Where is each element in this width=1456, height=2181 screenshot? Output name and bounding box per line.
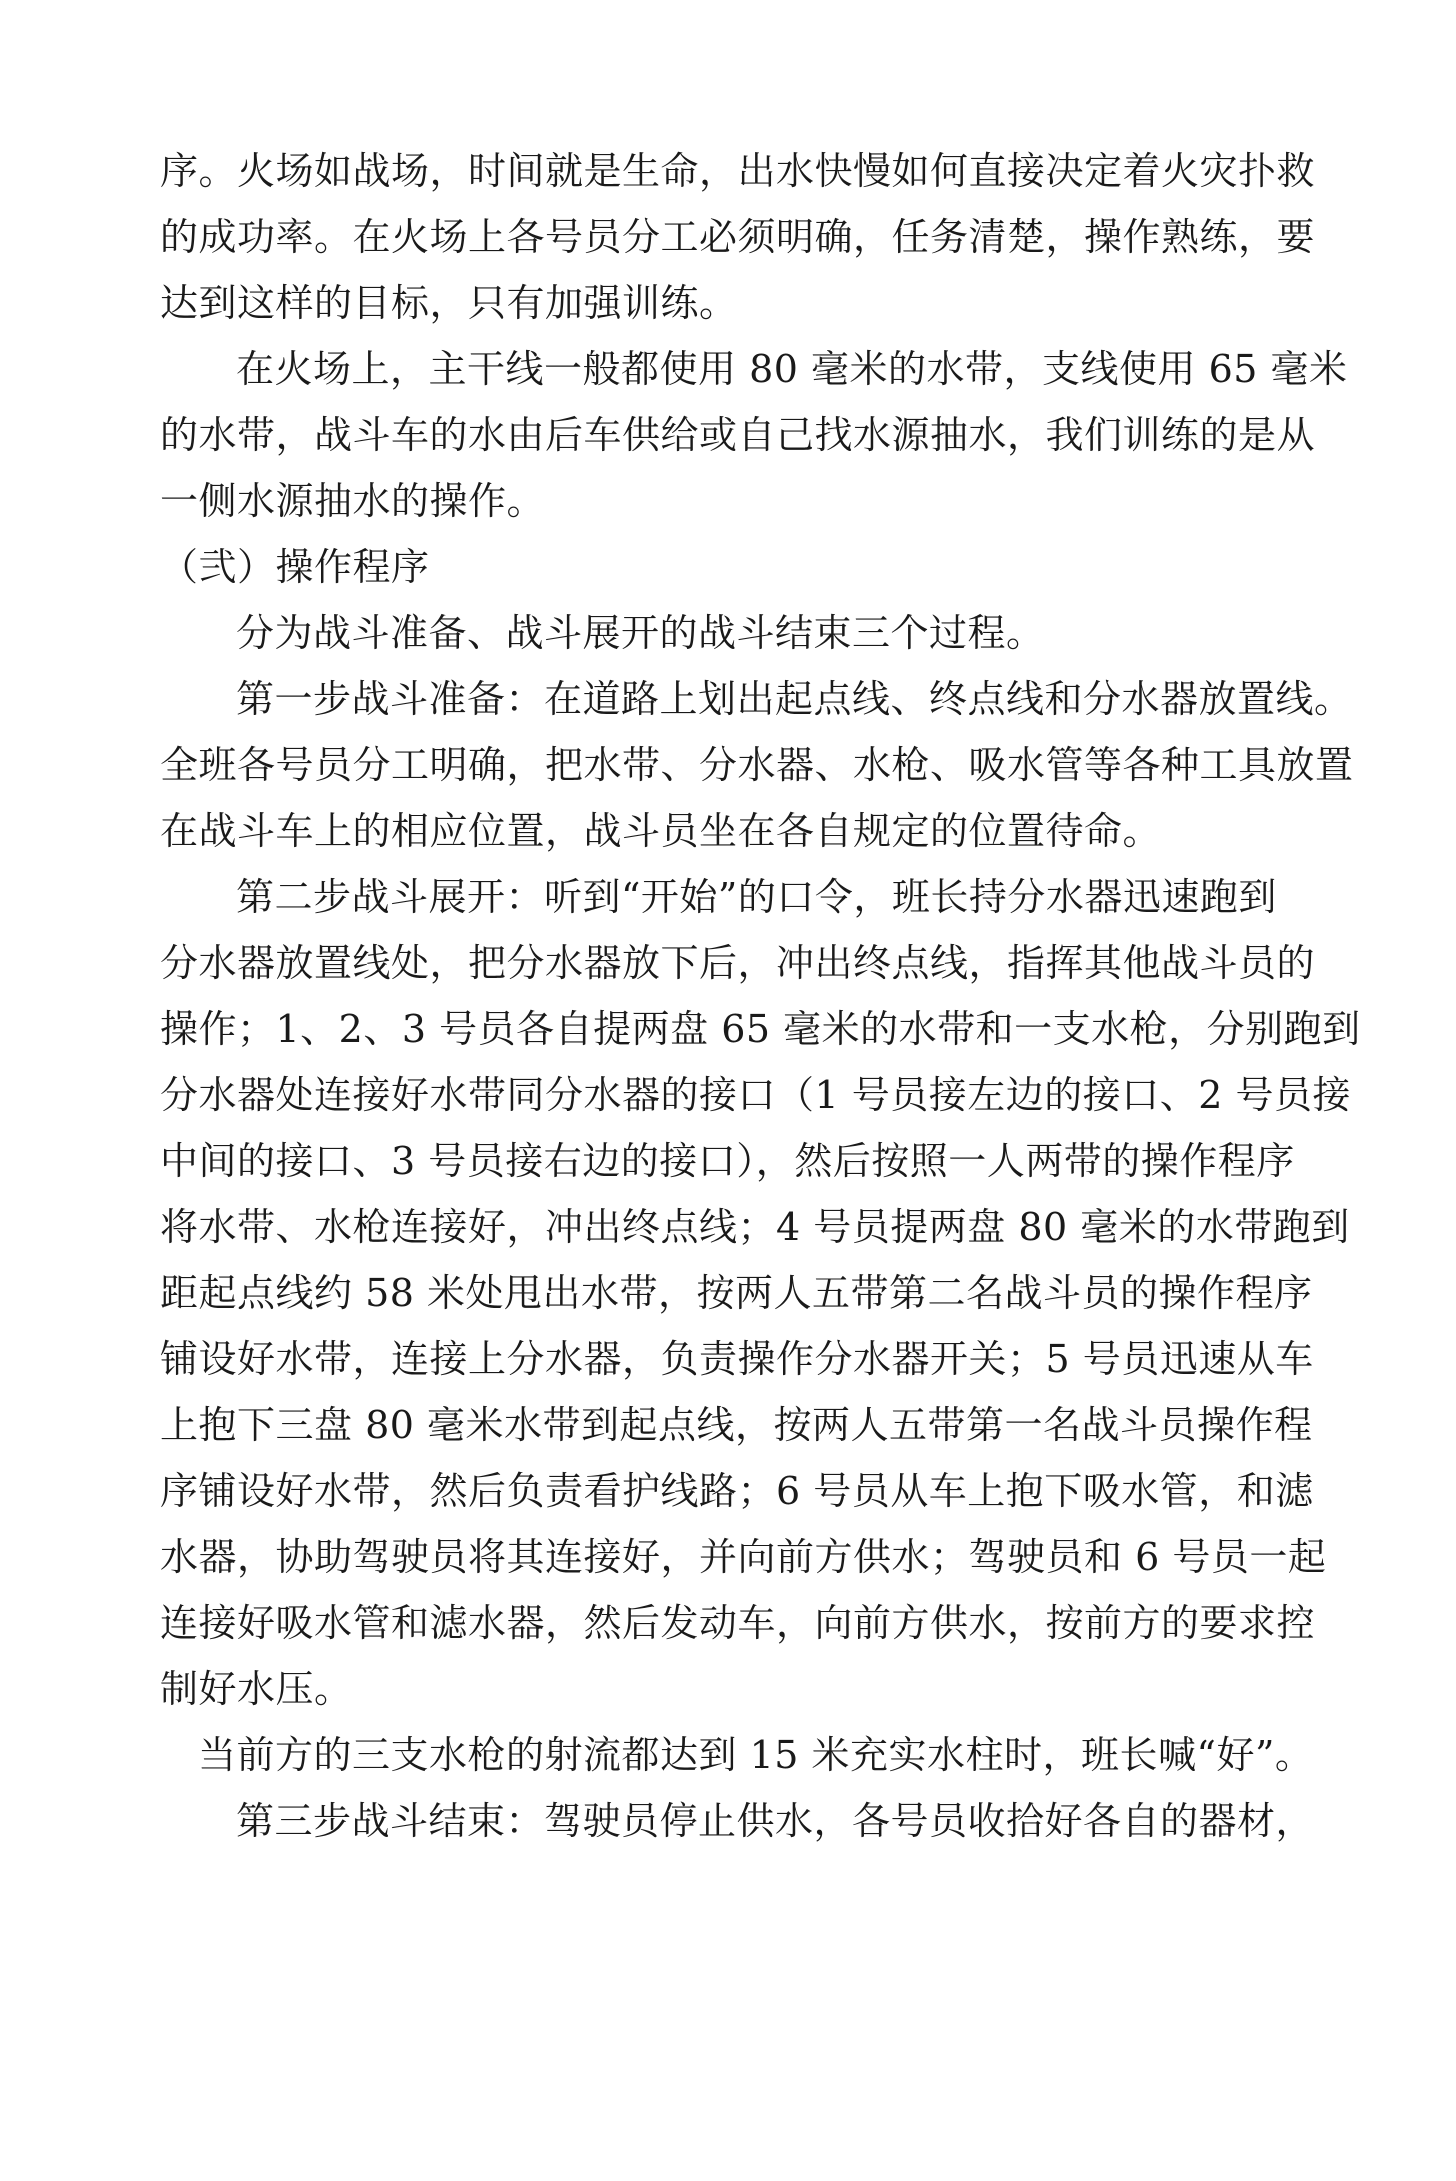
text-line-23: 连接好吸水管和滤水器，然后发动车，向前方供水，按前方的要求控 — [160, 1601, 1316, 1645]
text-line-10: 全班各号员分工明确，把水带、分水器、水枪、吸水管等各种工具放置 — [160, 743, 1354, 787]
text-line-2: 的成功率。在火场上各号员分工必须明确，任务清楚，操作熟练，要 — [160, 215, 1316, 259]
text-line-26: 第三步战斗结束：驾驶员停止供水，各号员收拾好各自的器材， — [236, 1799, 1315, 1843]
section-heading: （弐）操作程序 — [160, 545, 430, 589]
text-line-14: 操作；1、2、3 号员各自提两盘 65 毫米的水带和一支水枪，分别跑到 — [160, 1007, 1361, 1051]
text-line-3: 达到这样的目标，只有加强训练。 — [160, 281, 738, 325]
text-line-13: 分水器放置线处，把分水器放下后，冲出终点线，指挥其他战斗员的 — [160, 941, 1316, 985]
text-line-6: 一侧水源抽水的操作。 — [160, 479, 546, 523]
text-line-5: 的水带，战斗车的水由后车供给或自己找水源抽水，我们训练的是从 — [160, 413, 1316, 457]
text-line-19: 铺设好水带，连接上分水器，负责操作分水器开关；5 号员迅速从车 — [160, 1337, 1314, 1381]
text-line-25: 当前方的三支水枪的射流都达到 15 米充实水柱时，班长喊“好”。 — [198, 1733, 1314, 1777]
text-line-22: 水器，协助驾驶员将其连接好，并向前方供水；驾驶员和 6 号员一起 — [160, 1535, 1327, 1579]
text-line-21: 序铺设好水带，然后负责看护线路；6 号员从车上抱下吸水管，和滤 — [160, 1469, 1314, 1513]
text-line-24: 制好水压。 — [160, 1667, 353, 1711]
text-line-11: 在战斗车上的相应位置，战斗员坐在各自规定的位置待命。 — [160, 809, 1162, 853]
text-line-16: 中间的接口、3 号员接右边的接口），然后按照一人两带的操作程序 — [160, 1139, 1295, 1183]
text-line-15: 分水器处连接好水带同分水器的接口（1 号员接左边的接口、2 号员接 — [160, 1073, 1352, 1117]
text-line-12: 第二步战斗展开：听到“开始”的口令，班长持分水器迅速跑到 — [236, 875, 1277, 919]
text-line-9: 第一步战斗准备：在道路上划出起点线、终点线和分水器放置线。 — [236, 677, 1353, 721]
text-line-1: 序。火场如战场，时间就是生命，出水快慢如何直接决定着火灾扑救 — [160, 149, 1316, 193]
text-line-18: 距起点线约 58 米处甩出水带，按两人五带第二名战斗员的操作程序 — [160, 1271, 1313, 1315]
text-line-8: 分为战斗准备、战斗展开的战斗结束三个过程。 — [236, 611, 1045, 655]
text-line-20: 上抱下三盘 80 毫米水带到起点线，按两人五带第一名战斗员操作程 — [160, 1403, 1313, 1447]
text-line-17: 将水带、水枪连接好，冲出终点线；4 号员提两盘 80 毫米的水带跑到 — [160, 1205, 1350, 1249]
text-line-4: 在火场上，主干线一般都使用 80 毫米的水带，支线使用 65 毫米 — [236, 347, 1348, 391]
